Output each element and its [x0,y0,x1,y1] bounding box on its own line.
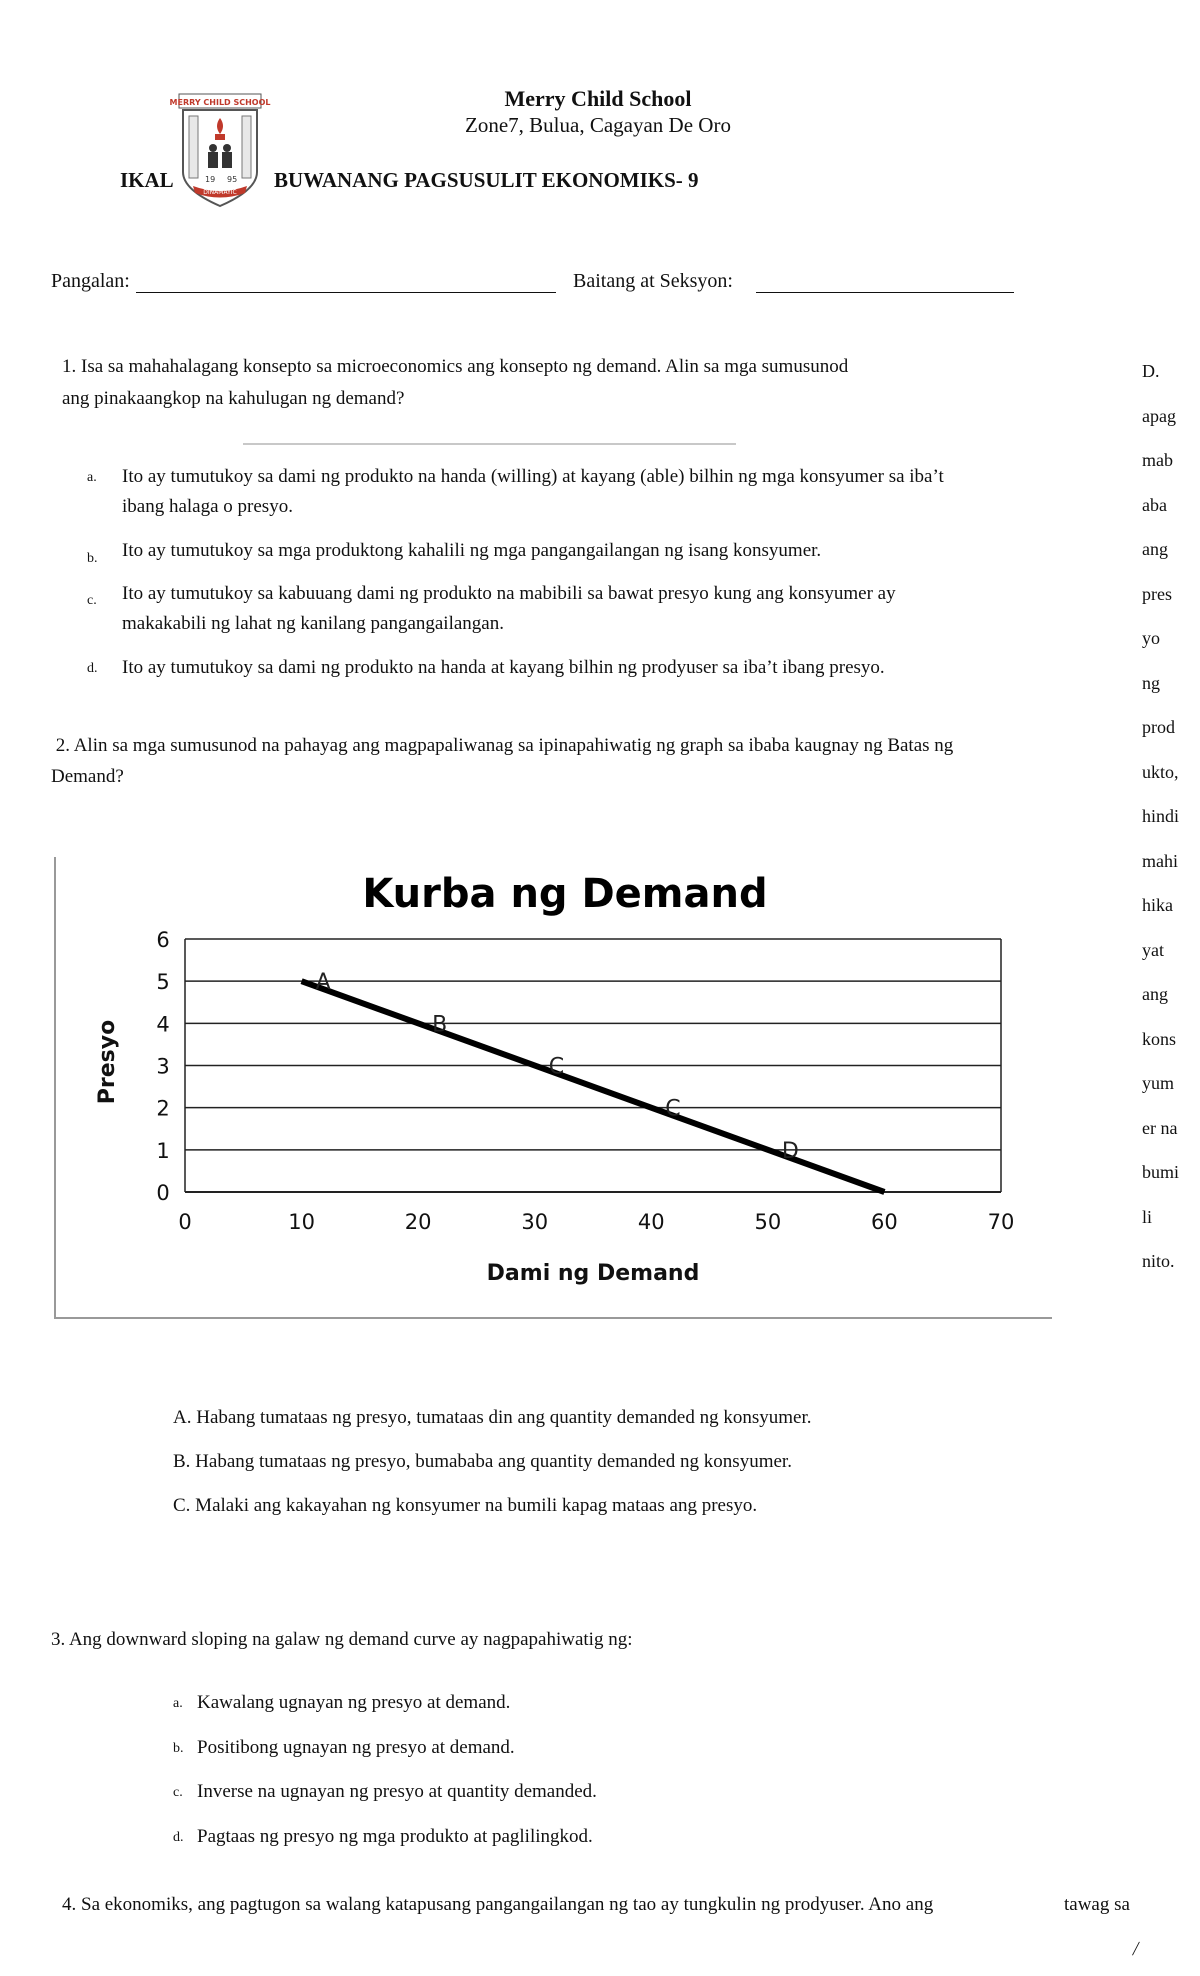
divider [243,443,736,445]
option-letter: b. [87,551,98,566]
question-1-text: 1. Isa sa mahahalagang konsepto sa microeconomics ang konsepto ng demand. Alin sa mga sumusunod [62,356,849,377]
exam-title: BUWANANG PAGSUSULIT EKONOMIKS- 9 [274,168,699,192]
q1-option-a: Ito ay tumutukoy sa dami ng produkto na handa (willing) at kayang (able) bilhin ng mga konsyumer sa iba’t [122,466,944,487]
q3-option-c: Inverse na ugnayan ng presyo at quantity demanded. [197,1781,597,1802]
q1-option-d: Ito ay tumutukoy sa dami ng produkto na handa at kayang bilhin ng prodyuser sa iba’t ibang presyo. [122,657,885,678]
side-column-word: mahi [1142,850,1178,871]
x-axis-ticks [178,1210,1014,1234]
q2-option-b: B. Habang tumataas ng presyo, bumababa ang quantity demanded ng konsyumer. [173,1451,792,1472]
name-field[interactable] [136,292,556,293]
q1-option-c-cont: makakabili ng lahat ng kanilang pangangailangan. [122,613,504,634]
exam-title-prefix: IKAL [120,168,174,192]
question-3-text: 3. Ang downward sloping na galaw ng demand curve ay nagpapahiwatig ng: [51,1629,633,1650]
chart-title: Kurba ng Demand [362,871,768,917]
logo-text: MERRY CHILD SCHOOL [169,98,271,107]
chart-svg [54,857,1052,1319]
x-tick-label: 50 [754,1210,782,1234]
page-corner-mark: / [1131,1938,1141,1960]
side-column-word: er na [1142,1117,1178,1138]
side-column-text [1142,360,1200,1295]
question-4-text: 4. Sa ekonomiks, ang pagtugon sa walang katapusang pangangailangan ng tao ay tungkulin ng prodyuser. Ano ang [62,1894,934,1915]
y-tick-label: 3 [156,1054,170,1079]
side-column-word: pres [1142,583,1172,604]
school-name: Merry Child School [504,86,692,111]
side-column-word: li [1142,1206,1153,1227]
y-tick-label: 2 [156,1096,170,1121]
side-column-word: prod [1142,717,1175,737]
y-tick-label: 1 [156,1138,170,1163]
question-4-text-tail: tawag sa [1064,1894,1130,1915]
logo-year-left: 19 [205,175,216,184]
x-tick-label: 0 [178,1210,192,1234]
x-tick-label: 10 [288,1210,315,1234]
point-label: A [315,970,331,996]
side-column-word: yat [1142,939,1164,960]
y-tick-label: 5 [156,970,170,995]
name-label: Pangalan: [51,270,130,292]
y-tick-label: 4 [156,1012,170,1037]
q1-option-b: Ito ay tumutukoy sa mga produktong kahalili ng mga pangangailangan ng isang konsyumer. [122,540,822,561]
x-axis-label: Dami ng Demand [486,1261,700,1286]
side-column-word: nito. [1142,1251,1175,1271]
q3-option-d: Pagtaas ng presyo ng mga produkto at paglilingkod. [197,1826,593,1847]
option-letter: a. [173,1696,183,1711]
logo-ribbon-text: DINAMAYIC [203,189,237,196]
side-column-word: kons [1142,1028,1177,1049]
question-1-text-cont: ang pinakaangkop na kahulugan ng demand? [62,388,405,409]
point-label: C [665,1096,681,1122]
x-tick-label: 20 [404,1210,432,1234]
point-label: C [548,1054,565,1080]
q1-option-a-cont: ibang halaga o presyo. [122,496,293,517]
y-tick-label: 0 [156,1181,170,1205]
point-label: B [432,1012,448,1038]
option-letter: a. [87,470,97,485]
side-column-word: ang [1142,984,1168,1004]
option-letter: d. [87,661,98,676]
x-tick-label: 30 [521,1210,549,1234]
side-column-word: apag [1142,405,1176,426]
side-column-word: hindi [1142,806,1180,826]
section-label: Baitang at Seksyon: [573,270,733,292]
side-column-word: bumi [1142,1162,1180,1182]
side-column-word: aba [1142,494,1167,515]
section-field[interactable] [756,292,1014,293]
chart-gridlines [185,939,1001,1192]
x-tick-label: 40 [637,1210,665,1234]
option-letter: b. [173,1741,184,1756]
y-axis-label: Presyo [95,1019,120,1105]
y-tick-label: 6 [156,928,170,952]
option-letter: d. [173,1830,184,1845]
question-2-text: 2. Alin sa mga sumusunod na pahayag ang magpapaliwanag sa ipinapahiwatig ng graph sa ibaba kaugnay ng Batas ng [51,735,954,756]
x-tick-label: 70 [987,1210,1015,1234]
side-column-word: ng [1142,672,1160,693]
q3-option-b: Positibong ugnayan ng presyo at demand. [197,1737,515,1758]
question-2-text-cont: Demand? [51,766,124,787]
side-column-word: hika [1142,895,1173,915]
demand-curve-chart [54,857,1052,1319]
school-address: Zone7, Bulua, Cagayan De Oro [465,113,731,137]
x-tick-label: 60 [871,1210,898,1234]
q2-option-a: A. Habang tumataas ng presyo, tumataas din ang quantity demanded ng konsyumer. [173,1407,812,1428]
q3-option-a: Kawalang ugnayan ng presyo at demand. [197,1692,511,1713]
side-column-word: ang [1142,539,1168,559]
side-column-word: D. [1142,361,1160,381]
option-letter: c. [87,593,97,608]
side-column-word: yum [1142,1073,1175,1093]
q1-option-c: Ito ay tumutukoy sa kabuuang dami ng produkto na mabibili sa bawat presyo kung ang konsyumer ay [122,583,896,604]
option-letter: c. [173,1785,183,1800]
y-axis-ticks [156,928,169,1205]
point-label: D [781,1138,799,1164]
side-column-word: mab [1142,450,1173,470]
side-column-word: ukto, [1142,761,1179,782]
q2-option-c: C. Malaki ang kakayahan ng konsyumer na bumili kapag mataas ang presyo. [173,1495,758,1516]
logo-year-right: 95 [227,175,238,184]
side-column-word: yo [1142,628,1160,648]
